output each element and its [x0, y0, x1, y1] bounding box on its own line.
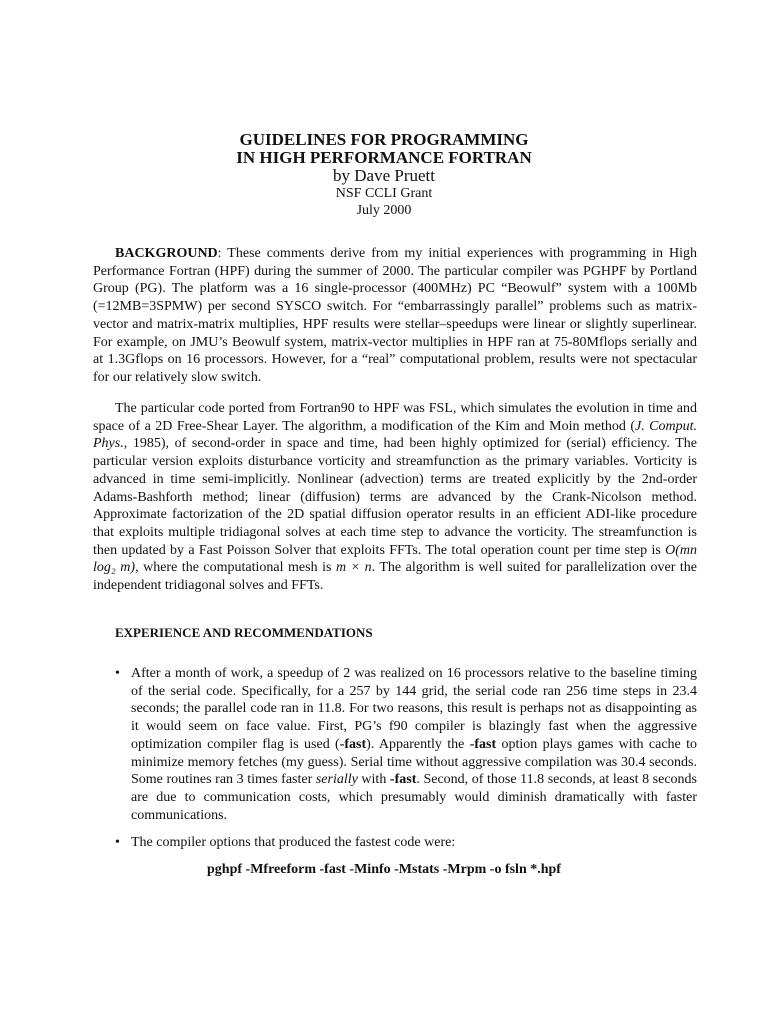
flag-fast: -fast: [339, 736, 367, 752]
section-heading: EXPERIENCE AND RECOMMENDATIONS: [115, 625, 373, 640]
bullet-icon: •: [115, 666, 120, 681]
bullet-icon: •: [115, 835, 120, 851]
journal-name: J. Comput. Phys.: [93, 418, 697, 452]
list-item: • The compiler options that produced the fastest code were:: [115, 835, 456, 851]
recommendations-list: [115, 665, 697, 862]
list-item: • After a month of work, a speedup of 2 was realized on 16 processors relative to the baseline timing of the serial code. Specifically, for a 257 by 144 grid, the serial code ran 256 time steps in 23.4 seconds; the parallel code ran in 11.8. For two reasons, this result is perhaps not as disappointing as it would seem on face value. First, PG’s f90 compiler is blazingly fast when the aggressive optimization compiler flag is used (-fast). Apparently the -fast option plays games with cache to minimize memory fetches (my guess). Serial time without aggressive compilation was 30.4 seconds. Some routines ran 3 times faster serially with -fast. Second, of those 11.8 seconds, at least 8 seconds are due to communication costs, which presumably would diminish dramatically with faster communications.: [115, 666, 698, 823]
author: by Dave Pruett: [333, 166, 435, 185]
flag-fast: -fast: [469, 736, 497, 752]
title-block: [0, 131, 768, 219]
para2-text-c: , where the computational mesh is: [135, 560, 336, 576]
background-paragraph: [93, 245, 697, 387]
background-text: : These comments derive from my initial experiences with programming in High Performance Fortran (HPF) during the summer of 2000. The particular compiler was PGHPF by Portland Group (PG). The platform was a 16 single-processor (400MHz) PC “Beowulf” system with a 100Mb (=12MB=3SPMW) per second SYSCO switch. For “embarrassingly parallel” problems such as matrix-vector and matrix-matrix multiplies, HPF results were stellar–speedups were linear or slightly superlinear. For example, on JMU’s Beowulf system, matrix-vector multiplies in HPF ran at 75-80Mflops serially and at 1.3Gflops on 16 processors. However, for a “real” computational problem, results were not spectacular for our relatively slow switch.: [93, 246, 697, 385]
flag-fast: -fast: [389, 772, 417, 788]
title-line-1: GUIDELINES FOR PROGRAMMING: [239, 130, 529, 149]
grant: NSF CCLI Grant: [335, 186, 433, 201]
title-line-2: IN HIGH PERFORMANCE FORTRAN: [236, 148, 532, 167]
para2-text-b: , 1985), of second-order in space and time, had been highly optimized for (serial) efficiency. The particular version exploits disturbance vorticity and streamfunction as the primary variables. Vorticity is advanced in time semi-implicitly. Nonlinear (advection) terms are treated explicitly by the 2nd-order Adams-Bashforth method; linear (diffusion) terms are advanced by the Crank-Nicolson method. Approximate factorization of the 2D spatial diffusion operator results in an efficient ADI-like procedure that exploits multiple tridiagonal solves at each time step to advance the vorticity. The streamfunction is then updated by a Fast Poisson Solver that exploits FFTs. The total operation count per time step is: [93, 436, 697, 558]
op-count: O(mn log₂ m): [93, 542, 697, 576]
date: July 2000: [356, 203, 412, 218]
para2-text-a: The particular code ported from Fortran90 to HPF was FSL, which simulates the evolution in time and space of a 2D Free-Shear Layer. The algorithm, a modification of the Kim and Moin method (: [93, 401, 697, 434]
algorithm-paragraph: [93, 400, 697, 595]
emphasis-serially: serially: [315, 772, 358, 788]
compiler-command: pghpf -Mfreeform -fast -Minfo -Mstats -Mrpm -o fsln *.hpf: [207, 862, 561, 877]
mesh-size: m × n: [335, 560, 372, 576]
background-label: BACKGROUND: [115, 246, 218, 261]
para2-text-d: . The algorithm is well suited for parallelization over the independent tridiagonal solves and FFTs.: [93, 560, 697, 594]
